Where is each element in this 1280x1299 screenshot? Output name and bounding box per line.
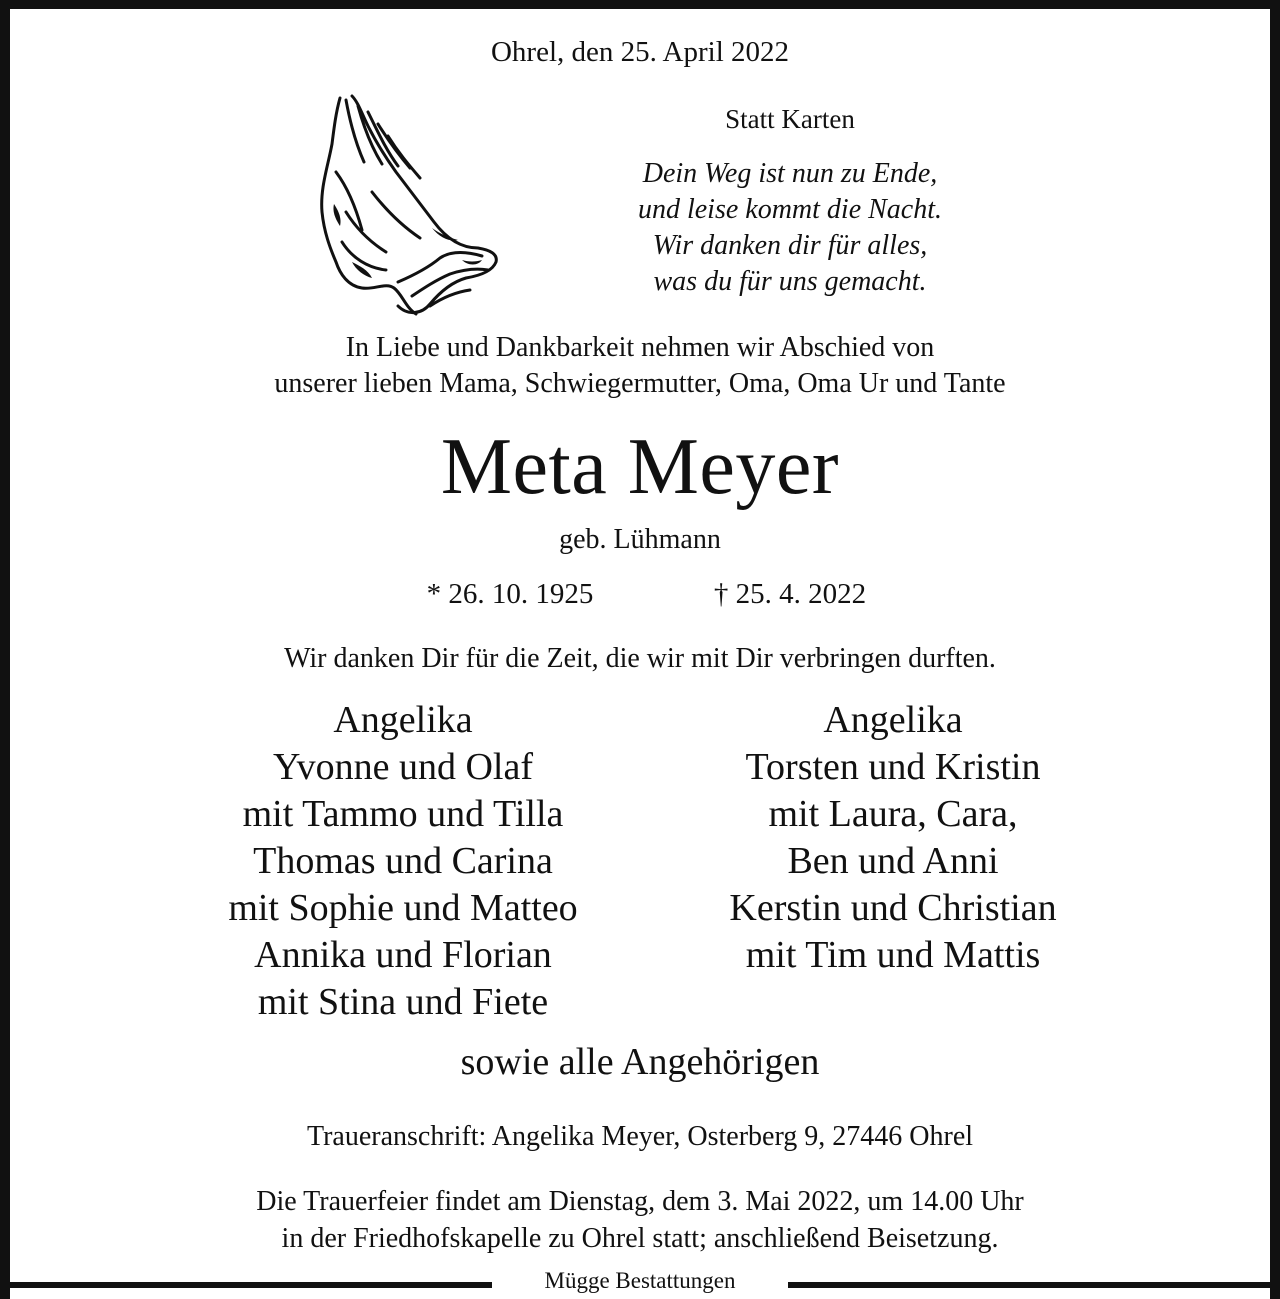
other-relatives: sowie alle Angehörigen — [460, 1041, 820, 1083]
intro-line: In Liebe und Dankbarkeit nehmen wir Abschied von — [345, 332, 935, 363]
family-member: mit Stina und Fiete — [257, 981, 549, 1023]
bottom-rule-right — [788, 1282, 1280, 1288]
family-member: Angelika — [333, 699, 473, 741]
family-member: Ben und Anni — [787, 840, 999, 882]
intro-line: unserer lieben Mama, Schwiegermutter, Oma, Oma Ur und Tante — [274, 368, 1006, 399]
praying-hands-icon — [312, 92, 502, 327]
poem-line: Wir danken dir für alles, — [652, 230, 928, 261]
family-member: mit Tim und Mattis — [745, 934, 1041, 976]
family-member: mit Laura, Cara, — [768, 793, 1018, 835]
family-member: Kerstin und Christian — [729, 887, 1057, 929]
undertaker-name: Mügge Bestattungen — [544, 1268, 736, 1293]
maiden-name: geb. Lühmann — [559, 524, 721, 555]
service-info — [0, 1183, 1280, 1257]
service-line: Die Trauerfeier findet am Dienstag, dem 3. Mai 2022, um 14.00 Uhr — [256, 1186, 1024, 1217]
family-member: mit Tammo und Tilla — [242, 793, 564, 835]
thanks-line: Wir danken Dir für die Zeit, die wir mit Dir verbringen durften. — [284, 643, 996, 674]
poem — [590, 156, 990, 300]
family-member: Yvonne und Olaf — [272, 746, 534, 788]
family-member: mit Sophie und Matteo — [228, 887, 578, 929]
family-column-right — [633, 697, 1153, 979]
deceased-name: Meta Meyer — [440, 423, 840, 511]
intro-text — [0, 330, 1280, 402]
bottom-rule-left — [0, 1282, 492, 1288]
poem-line: und leise kommt die Nacht. — [637, 194, 943, 225]
place-date: Ohrel, den 25. April 2022 — [490, 36, 789, 68]
death-date: † 25. 4. 2022 — [713, 578, 867, 610]
poem-line: Dein Weg ist nun zu Ende, — [642, 158, 938, 189]
birth-date: * 26. 10. 1925 — [426, 578, 594, 610]
family-member: Angelika — [823, 699, 963, 741]
family-member: Torsten und Kristin — [745, 746, 1041, 788]
mourning-address: Traueranschrift: Angelika Meyer, Osterberg 9, 27446 Ohrel — [306, 1121, 974, 1152]
statt-karten-label: Statt Karten — [725, 104, 855, 134]
family-member: Annika und Florian — [254, 934, 552, 976]
service-line: in der Friedhofskapelle zu Ohrel statt; anschließend Beisetzung. — [281, 1223, 999, 1254]
poem-line: was du für uns gemacht. — [653, 266, 927, 297]
family-column-left — [143, 697, 663, 1026]
family-member: Thomas und Carina — [253, 840, 553, 882]
